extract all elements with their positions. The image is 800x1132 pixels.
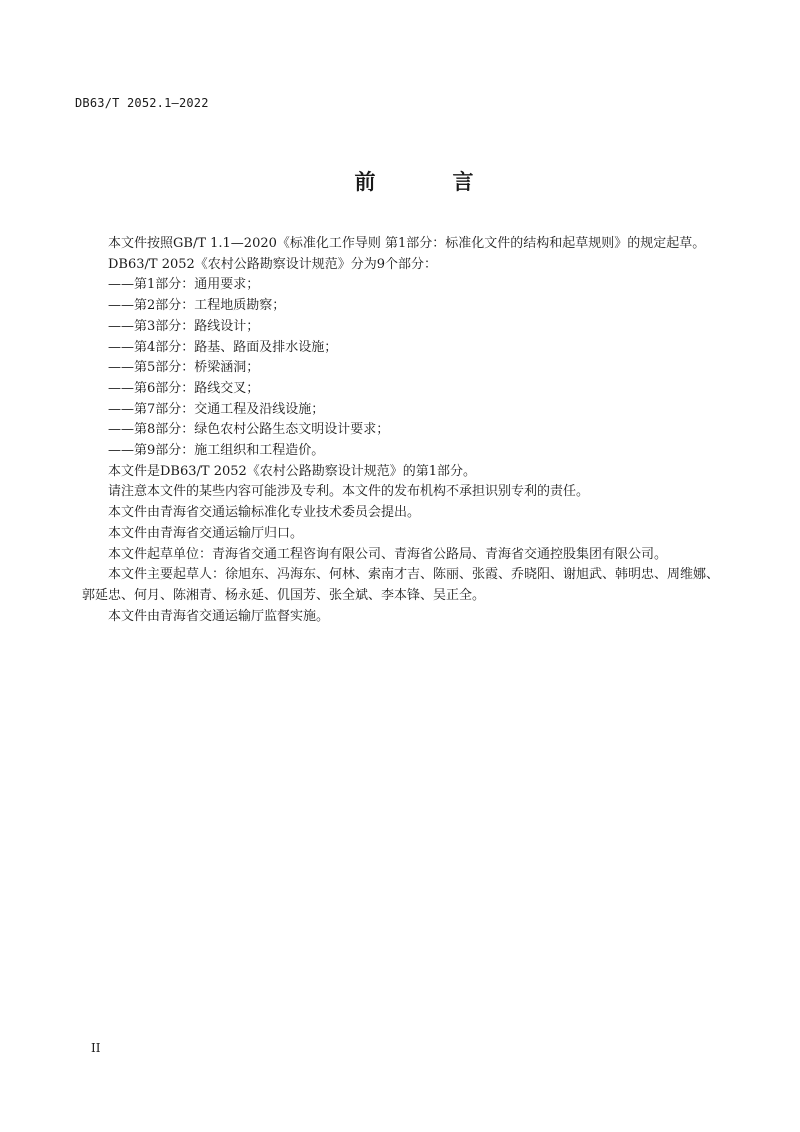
paragraph-proposed-by: 本文件由青海省交通运输标准化专业技术委员会提出。 bbox=[108, 505, 421, 521]
list-item-part-6: ——第6部分：路线交叉； bbox=[108, 380, 260, 396]
paragraph-drafting-units: 本文件起草单位：青海省交通工程咨询有限公司、青海省公路局、青海省交通控股集团有限公司。 bbox=[108, 546, 668, 562]
paragraph-patent-notice: 请注意本文件的某些内容可能涉及专利。本文件的发布机构不承担识别专利的责任。 bbox=[108, 484, 590, 500]
document-code-header: DB63/T 2052.1—2022 bbox=[75, 96, 209, 110]
list-item-part-8: ——第8部分：绿色农村公路生态文明设计要求； bbox=[108, 422, 390, 438]
list-item-part-5: ——第5部分：桥梁涵洞； bbox=[108, 360, 260, 376]
foreword-body bbox=[82, 234, 722, 627]
paragraph-part-statement: 本文件是DB63/T 2052《农村公路勘察设计规范》的第1部分。 bbox=[108, 463, 477, 479]
list-item-part-9: ——第9部分：施工组织和工程造价。 bbox=[108, 443, 325, 459]
page-title: 前 言 bbox=[354, 170, 502, 194]
list-item-part-1: ——第1部分：通用要求； bbox=[108, 277, 260, 293]
paragraph-parts-intro: DB63/T 2052《农村公路勘察设计规范》分为9个部分： bbox=[108, 256, 438, 272]
list-item-part-2: ——第2部分：工程地质勘察； bbox=[108, 298, 286, 314]
paragraph-supervised-by: 本文件由青海省交通运输厅监督实施。 bbox=[108, 608, 330, 624]
paragraph-drafting-rules: 本文件按照GB/T 1.1—2020《标准化工作导则 第1部分：标准化文件的结构和起草规则》的规定起草。 bbox=[108, 236, 706, 251]
list-item-part-7: ——第7部分：交通工程及沿线设施； bbox=[108, 401, 325, 417]
paragraph-administered-by: 本文件由青海省交通运输厅归口。 bbox=[108, 525, 304, 541]
list-item-part-3: ——第3部分：路线设计； bbox=[108, 318, 260, 334]
page-number: II bbox=[91, 1041, 101, 1055]
paragraph-drafters: 本文件主要起草人：徐旭东、冯海东、何林、索南才吉、陈丽、张霞、乔晓阳、谢旭武、韩明忠、周维娜、郭延忠、何月、陈湘青、杨永延、仉国芳、张全斌、李本锋、吴正全。 bbox=[82, 567, 720, 603]
list-item-part-4: ——第4部分：路基、路面及排水设施； bbox=[108, 339, 338, 355]
